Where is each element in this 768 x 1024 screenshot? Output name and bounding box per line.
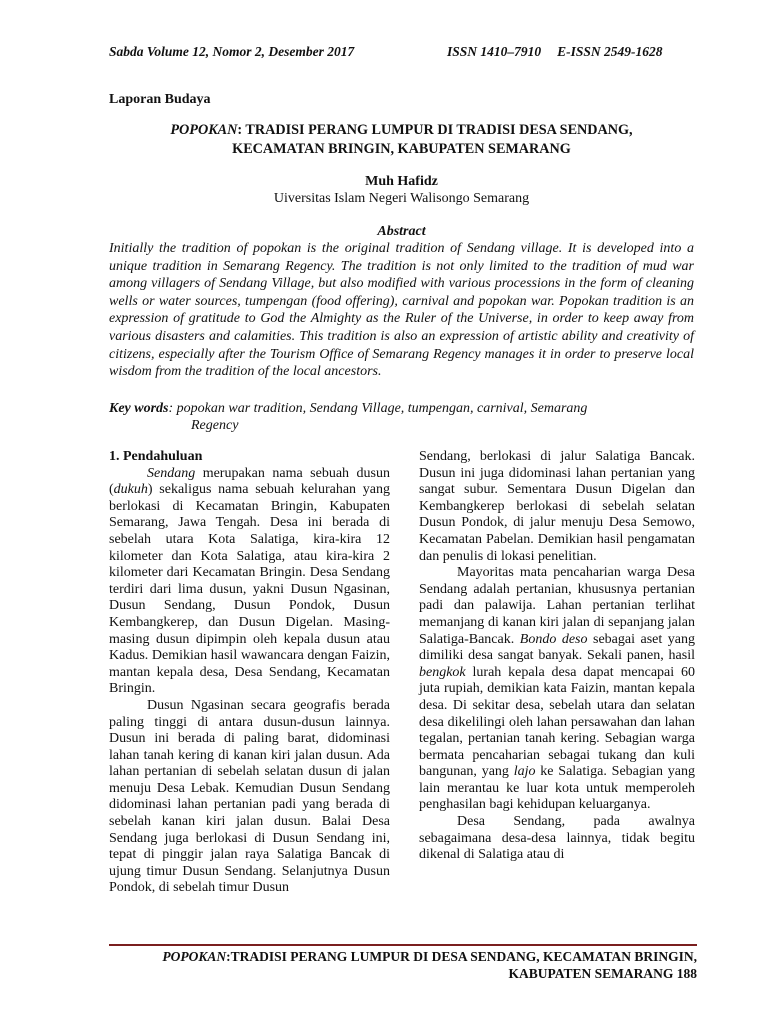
journal-header: Sabda Volume 12, Nomor 2, Desember 2017	[109, 44, 355, 59]
italic-term: dukuh	[113, 482, 148, 498]
running-footer	[109, 948, 697, 982]
paragraph: Desa Sendang, pada awalnya sebagaimana desa-desa lainnya, tidak begitu dikenal di Salatiga atau di	[419, 814, 695, 863]
title-italic-word: POPOKAN	[170, 122, 238, 138]
paragraph-text: sebagai aset yang dimiliki desa sangat banyak. Sekali panen, hasil	[419, 631, 695, 664]
abstract-heading: Abstract	[377, 224, 426, 239]
paragraph-text: lurah kepala desa dapat mencapai 60 juta rupiah, demikian kata Faizin, mantan kepala desa. Di sekitar desa, sebelah utara dan selatan desa dikelilingi oleh lahan persawahan dan lahan tegalan, pertanian tanah kering. Sebagian warga bermata pencaharian sebagai tukang dan kuli bangunan, yang	[419, 664, 695, 780]
keywords-label: Key words	[109, 401, 169, 416]
section-label: Laporan Budaya	[109, 92, 211, 107]
keywords-line-2: Regency	[191, 418, 239, 433]
issn: ISSN 1410–7910	[447, 44, 542, 59]
eissn: E-ISSN 2549-1628	[557, 44, 663, 59]
keywords-line-1	[109, 400, 694, 417]
author-name: Muh Hafidz	[365, 174, 438, 189]
article-title	[109, 121, 694, 159]
paragraph: Dusun Ngasinan secara geografis berada paling tinggi di antara dusun-dusun lainnya. Dusun ini berada di paling barat, didominasi lahan tanah kering di kanan kiri jalan dusun. Ada lahan pertanian di sebelah selatan dusun di jalan menuju Desa Lebak. Kemudian Dusun Sendang didominasi lahan pertanian padi yang berada di sebelah kanan kiri jalan dusun. Balai Desa Sendang juga berlokasi di Dusun Sendang ini, tepat di pinggir jalan raya Salatiga Bancak di ujung timur Dusun Sendang. Selanjutnya Dusun Pondok, di sebelah timur Dusun	[109, 697, 390, 896]
paragraph	[419, 565, 695, 814]
title-line-1	[109, 121, 694, 140]
italic-term: Bondo deso	[519, 631, 588, 647]
keywords	[109, 400, 694, 434]
footer-rule	[109, 944, 697, 946]
paragraph	[109, 466, 390, 698]
paragraph-text: ke Salatiga. Sebagian yang lain merantau ke luar kota untuk memperoleh penghasilan bagi kehidupan keluarganya.	[419, 764, 695, 813]
italic-term: Sendang	[147, 465, 196, 481]
section-heading: 1. Pendahuluan	[109, 449, 203, 464]
paragraph: Sendang, berlokasi di jalur Salatiga Bancak. Dusun ini juga didominasi lahan pertanian yang sangat subur. Sementara Dusun Digelan dan Kembangkerep berlokasi di sebelah selatan Dusun Pondok, di jalur menuju Desa Semowo, Kecamatan Pabelan. Demikian hasil pengamatan dan penulis di lokasi penelitian.	[419, 449, 695, 564]
footer-italic-word: POPOKAN	[162, 949, 227, 964]
title-line-1-rest: : TRADISI PERANG LUMPUR DI TRADISI DESA SENDANG,	[237, 122, 633, 138]
title-line-2: KECAMATAN BRINGIN, KABUPATEN SEMARANG	[232, 141, 571, 157]
footer-line-1-rest: :TRADISI PERANG LUMPUR DI DESA SENDANG, KECAMATAN BRINGIN,	[226, 949, 697, 964]
paragraph-text: Mayoritas mata pencaharian warga Desa Sendang adalah pertanian, khususnya pertanian padi dan palawija. Lahan pertanian terlihat memanjang di kanan kiri jalan di sepanjang jalan Salatiga-Bancak.	[419, 565, 695, 647]
issn-header	[447, 44, 679, 60]
body-column-left	[109, 449, 390, 897]
keywords-text: : popokan war tradition, Sendang Village, tumpengan, carnival, Semarang	[168, 401, 588, 416]
body-column-right	[419, 449, 695, 864]
italic-term: lajo	[513, 764, 536, 780]
paragraph-text: ) sekaligus nama sebuah kelurahan yang berlokasi di Kecamatan Bringin, Kabupaten Semarang, Jawa Tengah. Desa ini berada di sebelah utara Kota Salatiga, kira-kira 12 kilometer dan Kota Salatiga, atau kira-kira 2 kilometer dari Kecamatan Bringin. Desa Sendang terdiri dari lima dusun, yakni Dusun Ngasinan, Dusun Sendang, Dusun Pondok, Dusun Kembangkerep, dan Dusun Digelan. Masing-masing dusun dipimpin oleh kepala dusun atau Kadus. Demikian hasil wawancara dengan Faizin, mantan kepala desa, Desa Sendang, Kecamatan Bringin.	[109, 482, 390, 697]
author-affiliation: Uiversitas Islam Negeri Walisongo Semarang	[273, 191, 530, 206]
footer-line-1	[109, 948, 697, 965]
paragraph-text: merupakan nama sebuah dusun (	[109, 465, 390, 498]
italic-term: bengkok	[419, 664, 466, 680]
footer-line-2: KABUPATEN SEMARANG 188	[508, 966, 697, 981]
abstract-text: Initially the tradition of popokan is the original tradition of Sendang village. It is developed into a unique tradition in Semarang Regency. The tradition is not only limited to the tradition of mud war among villagers of Sendang Village, but also modified with various processions in the form of cleaning wells or water sources, tumpengan (food offering), carnival and popokan war. Popokan tradition is an expression of gratitude to God the Almighty as the Ruler of the Universe, in order to keep away from various disasters and calamities. This tradition is also an expression of artistic ability and creativity of citizens, especially after the Tourism Office of Semarang Regency manages it in order to preserve local wisdom from the tradition of the local ancestors.	[109, 241, 694, 380]
